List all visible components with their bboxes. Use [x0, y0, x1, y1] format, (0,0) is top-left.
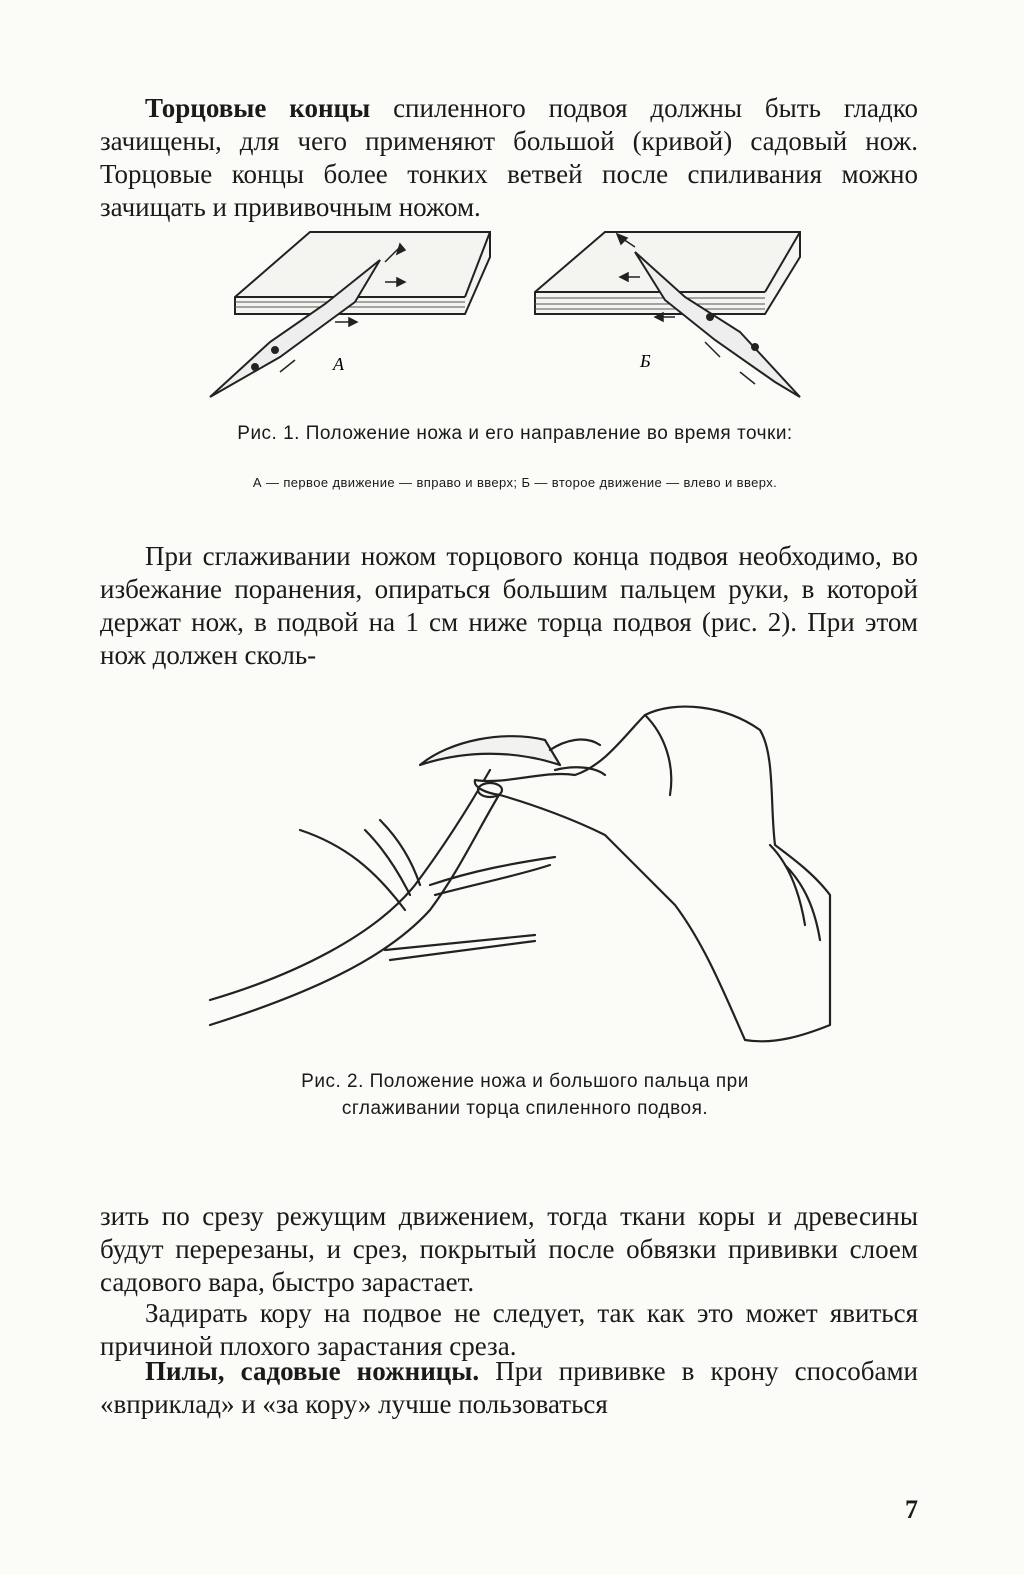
paragraph-2: При сглаживании ножом торцового конца подвоя необходимо, во избежание поранения, опираться большим пальцем руки, в которой держат нож, в подвой на 1 см ниже торца подвоя (рис. 2). При этом нож должен сколь-: [100, 541, 918, 670]
paragraph-5-lead: Пилы, садовые ножницы.: [145, 1356, 480, 1386]
figure-1-caption-note: А — первое движение — вправо и вверх; Б — второе движение — влево и вверх.: [252, 475, 778, 490]
label-a: А: [333, 354, 344, 374]
figure-2-illustration: [205, 695, 845, 1065]
figure-1-caption: Рис. 1. Положение ножа и его направление во время точки:: [237, 423, 793, 444]
twig-right: [430, 857, 555, 895]
figure-2-caption: Рис. 2. Положение ножа и большого пальца при сглаживании торца спиленного подвоя.: [301, 1071, 749, 1119]
paragraph-5-text: При прививке в крону способами «вприклад» и «за кору» лучше пользоваться: [100, 1356, 918, 1419]
paragraph-1-text: спиленного подвоя должны быть гладко зачищены, для чего применяют большой (кривой) садовый нож. Торцовые концы более тонких ветвей после спиливания можно зачищать и прививочным ножом.: [100, 93, 918, 222]
paragraph-1-lead: Торцовые концы: [145, 93, 371, 123]
label-b: Б: [640, 351, 651, 371]
paragraph-5: [100, 1355, 918, 1421]
figure-1-illustration: [195, 222, 815, 422]
paragraph-3: зить по срезу режущим движением, тогда ткани коры и древесины будут перерезаны, и срез, покрытый после обвязки прививки слоем садового вара, быстро зарастает.: [100, 1201, 918, 1297]
page-number: 7: [905, 1495, 918, 1524]
knife-blade: [420, 736, 560, 765]
twig-left: [365, 820, 420, 895]
paragraph-4: Задирать кору на подвое не следует, так как это может явиться причиной плохого зарастания среза.: [100, 1298, 918, 1361]
paragraph-1: [100, 92, 918, 224]
